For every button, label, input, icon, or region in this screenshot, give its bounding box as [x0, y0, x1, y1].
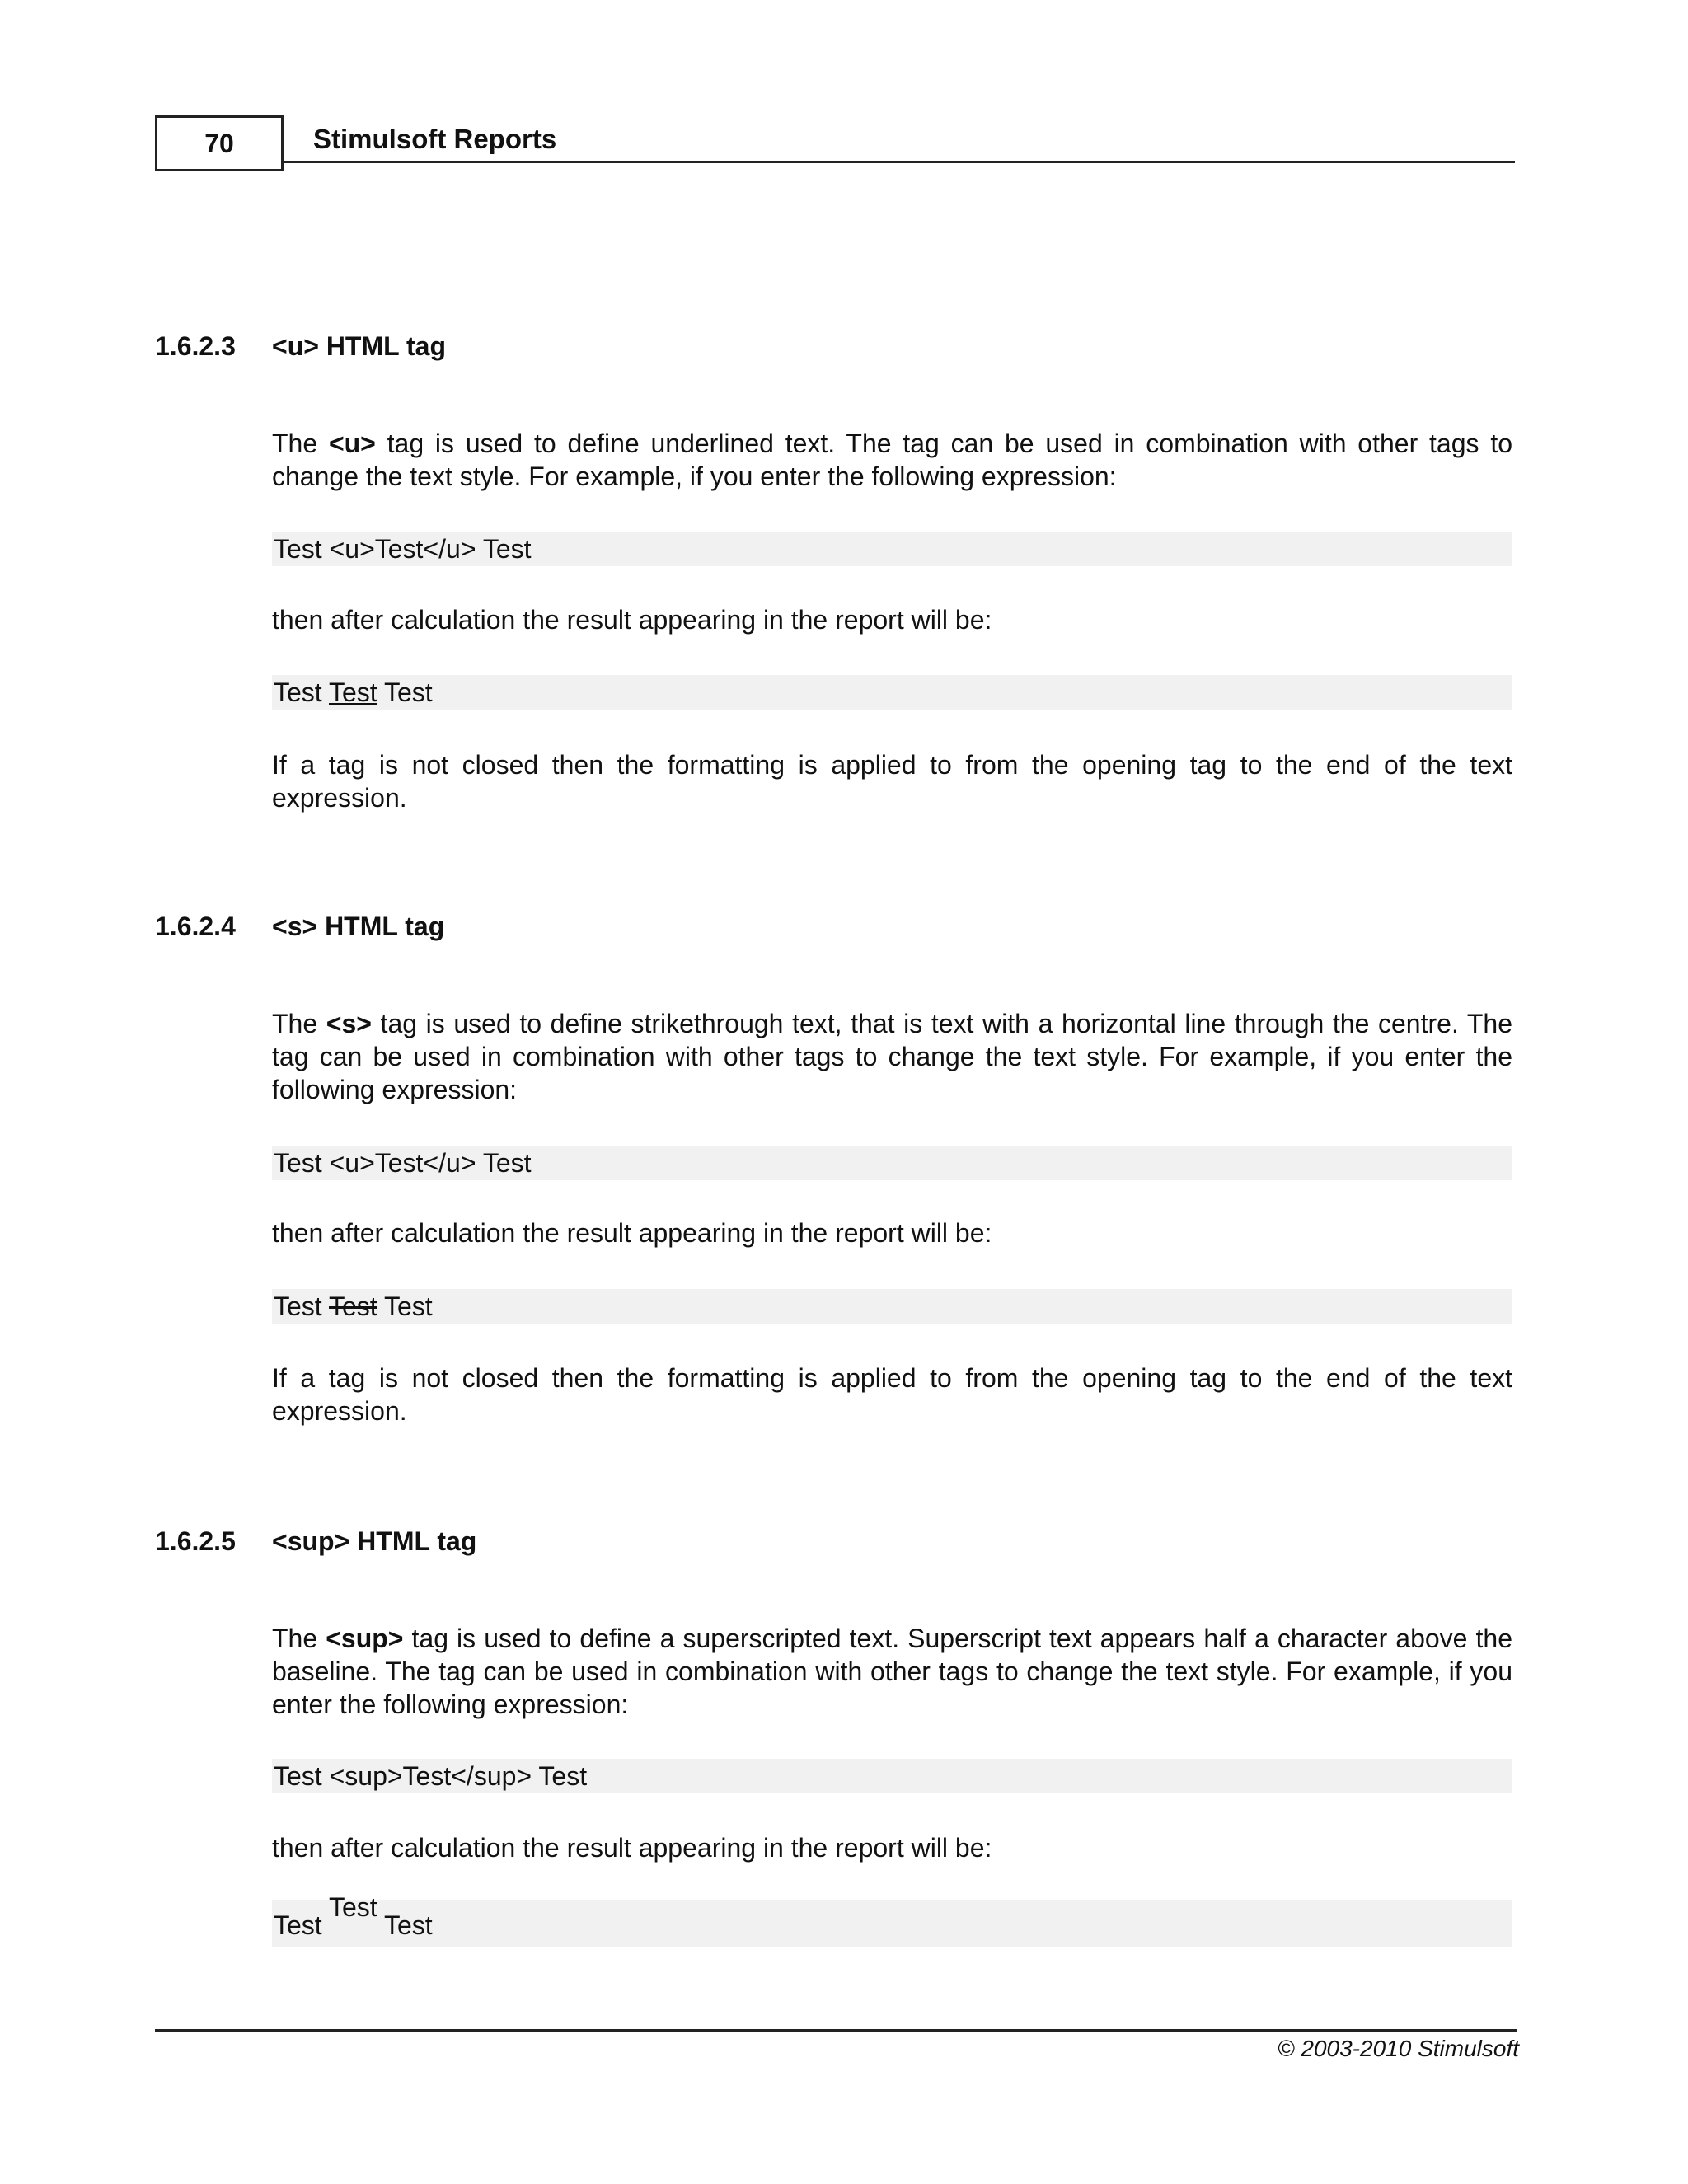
result-before: Test — [274, 1291, 329, 1321]
intro-post: tag is used to define underlined text. The tag can be used in combination with other tags to change the text style. For example, if you enter the following expression: — [272, 429, 1513, 491]
section-note: If a tag is not closed then the formatting is applied to from the opening tag to the end of the text expression. — [272, 1363, 1512, 1426]
result-after: Test — [377, 677, 433, 707]
section-title: <sup> HTML tag — [272, 1526, 477, 1556]
result-before: Test — [274, 677, 329, 707]
intro-post: tag is used to define a superscripted text. Superscript text appears half a character above the baseline. The tag can be used in combination with other tags to change the text style. For example, if you enter the following expression: — [272, 1624, 1513, 1719]
intro-pre: The — [272, 1624, 326, 1653]
page-number-box — [155, 115, 284, 171]
then-text: then after calculation the result appearing in the report will be: — [272, 605, 992, 635]
result-after: Test — [377, 1910, 433, 1940]
section-number: 1.6.2.5 — [155, 1526, 236, 1556]
result-after: Test — [377, 1291, 433, 1321]
code-example: Test <u>Test</u> Test — [272, 1146, 1512, 1180]
section-title: <s> HTML tag — [272, 912, 445, 941]
result-example — [272, 675, 1512, 710]
intro-post: tag is used to define strikethrough text, that is text with a horizontal line through the centre. The tag can be used in combination with other tags to change the text style. For example, if you enter the following expression: — [272, 1009, 1513, 1104]
code-example: Test <u>Test</u> Test — [272, 532, 1512, 566]
result-example — [272, 1892, 1512, 1947]
then-text: then after calculation the result appearing in the report will be: — [272, 1833, 992, 1863]
intro-tag: <u> — [328, 429, 376, 458]
header-rule — [284, 161, 1515, 163]
section-number: 1.6.2.4 — [155, 912, 236, 941]
footer-copyright: © 2003-2010 Stimulsoft — [1277, 2036, 1519, 2061]
section-intro — [272, 1622, 1512, 1721]
result-underlined: Test — [329, 677, 377, 707]
section-title: <u> HTML tag — [272, 331, 446, 361]
code-example: Test <sup>Test</sup> Test — [272, 1759, 1512, 1793]
section-intro — [272, 427, 1512, 493]
section-intro — [272, 1007, 1512, 1106]
intro-pre: The — [272, 429, 329, 458]
header-title: Stimulsoft Reports — [313, 124, 557, 154]
result-superscript: Test — [329, 1892, 377, 1922]
intro-pre: The — [272, 1009, 326, 1038]
then-text: then after calculation the result appearing in the report will be: — [272, 1218, 992, 1248]
page-number: 70 — [204, 128, 234, 158]
intro-tag: <sup> — [326, 1624, 404, 1653]
footer-rule — [155, 2029, 1517, 2032]
result-strikethrough: Test — [329, 1291, 377, 1321]
section-number: 1.6.2.3 — [155, 331, 236, 361]
section-note: If a tag is not closed then the formatting is applied to from the opening tag to the end of the text expression. — [272, 750, 1512, 813]
result-before: Test — [274, 1910, 329, 1940]
result-example — [272, 1289, 1512, 1324]
intro-tag: <s> — [326, 1009, 372, 1038]
